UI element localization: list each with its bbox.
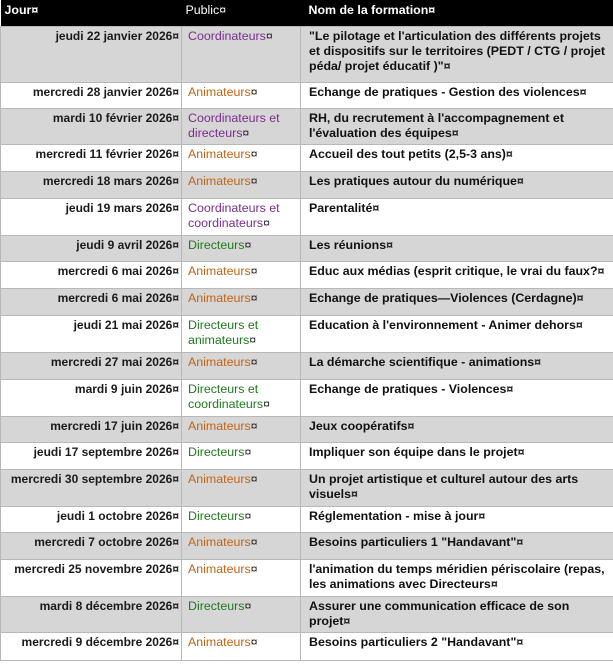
cell-end-mark: ¤ <box>505 146 513 161</box>
table-header-row <box>1 0 613 26</box>
table-row <box>1 82 613 108</box>
table-row <box>1 379 613 416</box>
cell-end-mark: ¤ <box>351 486 358 501</box>
row-day-text: mardi 8 décembre 2026 <box>39 598 173 613</box>
cell-end-mark: ¤ <box>516 634 524 649</box>
cell-end-mark: ¤ <box>172 110 179 125</box>
table-row <box>1 315 613 352</box>
table-row <box>1 171 613 198</box>
row-public-text: Animateurs <box>188 634 251 649</box>
cell-end-mark: ¤ <box>516 534 524 549</box>
table-row <box>1 559 613 596</box>
row-day-text: jeudi 9 avril 2026 <box>76 237 173 252</box>
table-row <box>1 596 613 632</box>
cell-end-mark: ¤ <box>575 317 583 332</box>
cell-end-mark: ¤ <box>172 444 179 459</box>
table-row <box>1 261 613 288</box>
row-public-text: Animateurs <box>188 561 251 576</box>
row-public <box>182 144 301 171</box>
cell-end-mark: ¤ <box>263 396 270 411</box>
row-public <box>182 506 301 532</box>
row-day <box>1 144 182 171</box>
cell-end-mark: ¤ <box>172 290 179 305</box>
row-formation <box>301 442 613 469</box>
row-public-text: Animateurs <box>188 173 251 188</box>
cell-end-mark: ¤ <box>172 237 179 252</box>
row-formation-text: La démarche scientifique - animations <box>309 354 535 369</box>
cell-end-mark: ¤ <box>407 418 415 433</box>
cell-end-mark: ¤ <box>250 534 258 549</box>
cell-end-mark: ¤ <box>579 84 587 99</box>
cell-end-mark: ¤ <box>172 200 179 215</box>
row-public-text: Animateurs <box>188 263 251 278</box>
row-formation <box>301 82 613 108</box>
row-formation-text: Besoins particuliers 1 "Handavant" <box>309 534 517 549</box>
row-formation <box>301 108 613 144</box>
row-day <box>1 315 182 352</box>
row-public <box>182 442 301 469</box>
table-row <box>1 288 613 315</box>
cell-end-mark: ¤ <box>244 598 252 613</box>
row-day-text: mardi 9 juin 2026 <box>74 381 173 396</box>
row-public-text: Coordinateurs et directeurs <box>188 110 280 140</box>
row-public <box>182 559 301 596</box>
row-day-text: mercredi 28 janvier 2026 <box>32 84 173 99</box>
header-public: Public¤ <box>182 0 301 26</box>
row-formation-text: "Le pilotage et l'articulation des différents projets et dispositifs sur le territoires (PEDT / CTG / projet péda/ projet éducatif )" <box>309 28 606 73</box>
table-row <box>1 532 613 559</box>
cell-end-mark: ¤ <box>244 508 252 523</box>
row-public-text: Directeurs <box>188 444 245 459</box>
row-formation-text: Echange de pratiques - Violences <box>309 381 507 396</box>
row-day <box>1 288 182 315</box>
row-public-text: Directeurs et animateurs <box>188 317 259 347</box>
row-day-text: jeudi 21 mai 2026 <box>73 317 173 332</box>
row-formation <box>301 261 613 288</box>
cell-end-mark: ¤ <box>172 471 179 486</box>
cell-end-mark: ¤ <box>263 215 270 230</box>
row-formation <box>301 352 613 379</box>
row-public <box>182 261 301 288</box>
row-public <box>182 171 301 198</box>
row-day <box>1 596 182 632</box>
cell-end-mark: ¤ <box>250 354 258 369</box>
cell-end-mark: ¤ <box>443 58 451 73</box>
row-public <box>182 26 301 82</box>
row-day <box>1 506 182 532</box>
row-day <box>1 559 182 596</box>
cell-end-mark: ¤ <box>372 200 380 215</box>
row-formation-text: l'animation du temps méridien périscolaire (repas, les animations avec Directeurs <box>309 561 605 591</box>
row-day <box>1 261 182 288</box>
row-public <box>182 596 301 632</box>
row-formation-text: Réglementation - mise à jour <box>309 508 479 523</box>
row-formation-text: Education à l'environnement - Animer dehors <box>309 317 576 332</box>
table-row <box>1 352 613 379</box>
row-day-text: mercredi 30 septembre 2026 <box>10 471 173 486</box>
cell-end-mark: ¤ <box>250 418 258 433</box>
row-formation <box>301 315 613 352</box>
table-row <box>1 442 613 469</box>
cell-end-mark: ¤ <box>478 508 486 523</box>
cell-end-mark: ¤ <box>172 354 179 369</box>
cell-end-mark: ¤ <box>250 263 258 278</box>
row-public-text: Animateurs <box>188 84 251 99</box>
row-day-text: mardi 10 février 2026 <box>52 110 173 125</box>
cell-end-mark: ¤ <box>172 634 179 649</box>
cell-end-mark: ¤ <box>451 125 459 140</box>
cell-end-mark: ¤ <box>386 237 394 252</box>
row-day-text: jeudi 17 septembre 2026 <box>33 444 173 459</box>
cell-end-mark: ¤ <box>517 444 525 459</box>
row-formation-text: Impliquer son équipe dans le projet <box>309 444 518 459</box>
cell-end-mark: ¤ <box>250 471 258 486</box>
row-day-text: mercredi 6 mai 2026 <box>57 263 173 278</box>
row-day <box>1 442 182 469</box>
row-day-text: mercredi 9 décembre 2026 <box>21 634 173 649</box>
row-public-text: Directeurs et coordinateurs <box>188 381 264 411</box>
cell-end-mark: ¤ <box>250 84 258 99</box>
row-day <box>1 198 182 235</box>
cell-end-mark: ¤ <box>250 561 258 576</box>
cell-end-mark: ¤ <box>250 634 258 649</box>
cell-end-mark: ¤ <box>249 332 257 347</box>
row-formation <box>301 596 613 632</box>
row-day <box>1 632 182 660</box>
row-day-text: mercredi 17 juin 2026 <box>50 418 173 433</box>
table-row <box>1 416 613 442</box>
row-day <box>1 532 182 559</box>
table-row <box>1 632 613 660</box>
row-formation <box>301 532 613 559</box>
row-day-text: mercredi 18 mars 2026 <box>42 173 173 188</box>
row-formation-text: Les réunions <box>309 237 387 252</box>
row-formation-text: Un projet artistique et culturel autour des arts visuels <box>309 471 579 501</box>
row-formation-text: RH, du recrutement à l'accompagnement et l'évaluation des équipes <box>309 110 564 140</box>
row-formation <box>301 198 613 235</box>
row-public-text: Coordinateurs et coordinateurs <box>188 200 280 230</box>
cell-end-mark: ¤ <box>576 290 584 305</box>
cell-end-mark: ¤ <box>172 173 179 188</box>
cell-end-mark: ¤ <box>250 146 258 161</box>
row-public-text: Animateurs <box>188 471 251 486</box>
row-formation <box>301 288 613 315</box>
row-day-text: jeudi 22 janvier 2026 <box>55 28 173 43</box>
row-public-text: Animateurs <box>188 354 251 369</box>
row-public <box>182 235 301 261</box>
row-public-text: Directeurs <box>188 237 245 252</box>
cell-end-mark: ¤ <box>250 290 258 305</box>
cell-end-mark: ¤ <box>172 381 179 396</box>
row-day <box>1 379 182 416</box>
cell-end-mark: ¤ <box>506 381 514 396</box>
row-formation-text: Jeux coopératifs <box>309 418 408 433</box>
cell-end-mark: ¤ <box>242 125 250 140</box>
table-row <box>1 198 613 235</box>
row-day-text: mercredi 25 novembre 2026 <box>14 561 173 576</box>
header-formation: Nom de la formation¤ <box>301 0 613 26</box>
row-formation-text: Echange de pratiques—Violences (Cerdagne) <box>309 290 577 305</box>
row-public-text: Directeurs <box>188 508 245 523</box>
cell-end-mark: ¤ <box>172 28 179 43</box>
row-public <box>182 416 301 442</box>
cell-end-mark: ¤ <box>250 173 258 188</box>
row-formation-text: Besoins particuliers 2 "Handavant" <box>309 634 517 649</box>
table-row <box>1 235 613 261</box>
row-day <box>1 26 182 82</box>
cell-end-mark: ¤ <box>265 28 273 43</box>
row-formation-text: Assurer une communication efficace de son projet <box>309 598 570 628</box>
cell-end-mark: ¤ <box>172 146 179 161</box>
row-public-text: Animateurs <box>188 534 251 549</box>
row-formation <box>301 26 613 82</box>
row-day-text: jeudi 1 octobre 2026 <box>56 508 173 523</box>
row-public-text: Coordinateurs <box>188 28 266 43</box>
cell-end-mark: ¤ <box>343 613 351 628</box>
row-public-text: Animateurs <box>188 146 251 161</box>
row-formation <box>301 506 613 532</box>
row-formation-text: Les pratiques autour du numérique <box>309 173 517 188</box>
row-formation <box>301 144 613 171</box>
cell-end-mark: ¤ <box>172 418 179 433</box>
row-formation-text: Educ aux médias (esprit critique, le vrai du faux? <box>309 263 598 278</box>
cell-end-mark: ¤ <box>534 354 542 369</box>
row-public <box>182 288 301 315</box>
row-formation-text: Parentalité <box>309 200 373 215</box>
row-day <box>1 235 182 261</box>
row-day <box>1 352 182 379</box>
row-day-text: mercredi 11 février 2026 <box>35 146 173 161</box>
row-public <box>182 198 301 235</box>
cell-end-mark: ¤ <box>172 598 179 613</box>
cell-end-mark: ¤ <box>490 576 498 591</box>
row-formation-text: Echange de pratiques - Gestion des violences <box>309 84 580 99</box>
row-day <box>1 108 182 144</box>
row-formation <box>301 416 613 442</box>
row-formation-text: Accueil des tout petits (2,5-3 ans) <box>309 146 506 161</box>
row-public <box>182 82 301 108</box>
row-day-text: mercredi 27 mai 2026 <box>50 354 173 369</box>
header-day: Jour¤ <box>1 0 182 26</box>
cell-end-mark: ¤ <box>172 508 179 523</box>
table-row <box>1 144 613 171</box>
row-public-text: Directeurs <box>188 598 245 613</box>
row-formation <box>301 559 613 596</box>
cell-end-mark: ¤ <box>172 534 179 549</box>
table-row <box>1 506 613 532</box>
table-row <box>1 108 613 144</box>
cell-end-mark: ¤ <box>244 444 252 459</box>
table-row <box>1 26 613 82</box>
cell-end-mark: ¤ <box>172 317 179 332</box>
cell-end-mark: ¤ <box>172 561 179 576</box>
row-public <box>182 379 301 416</box>
row-public-text: Animateurs <box>188 290 251 305</box>
row-formation <box>301 379 613 416</box>
row-day-text: mercredi 7 octobre 2026 <box>34 534 173 549</box>
row-public <box>182 532 301 559</box>
row-public-text: Animateurs <box>188 418 251 433</box>
row-formation <box>301 469 613 506</box>
row-day <box>1 171 182 198</box>
row-day-text: mercredi 6 mai 2026 <box>57 290 173 305</box>
row-public <box>182 352 301 379</box>
cell-end-mark: ¤ <box>172 84 179 99</box>
row-formation <box>301 632 613 660</box>
row-day <box>1 416 182 442</box>
row-day <box>1 469 182 506</box>
cell-end-mark: ¤ <box>172 263 179 278</box>
cell-end-mark: ¤ <box>244 237 252 252</box>
row-formation <box>301 235 613 261</box>
row-day <box>1 82 182 108</box>
row-public <box>182 315 301 352</box>
cell-end-mark: ¤ <box>516 173 524 188</box>
row-formation <box>301 171 613 198</box>
row-day-text: jeudi 19 mars 2026 <box>65 200 173 215</box>
table-row <box>1 469 613 506</box>
row-public <box>182 632 301 660</box>
row-public <box>182 469 301 506</box>
row-public <box>182 108 301 144</box>
cell-end-mark: ¤ <box>597 263 605 278</box>
